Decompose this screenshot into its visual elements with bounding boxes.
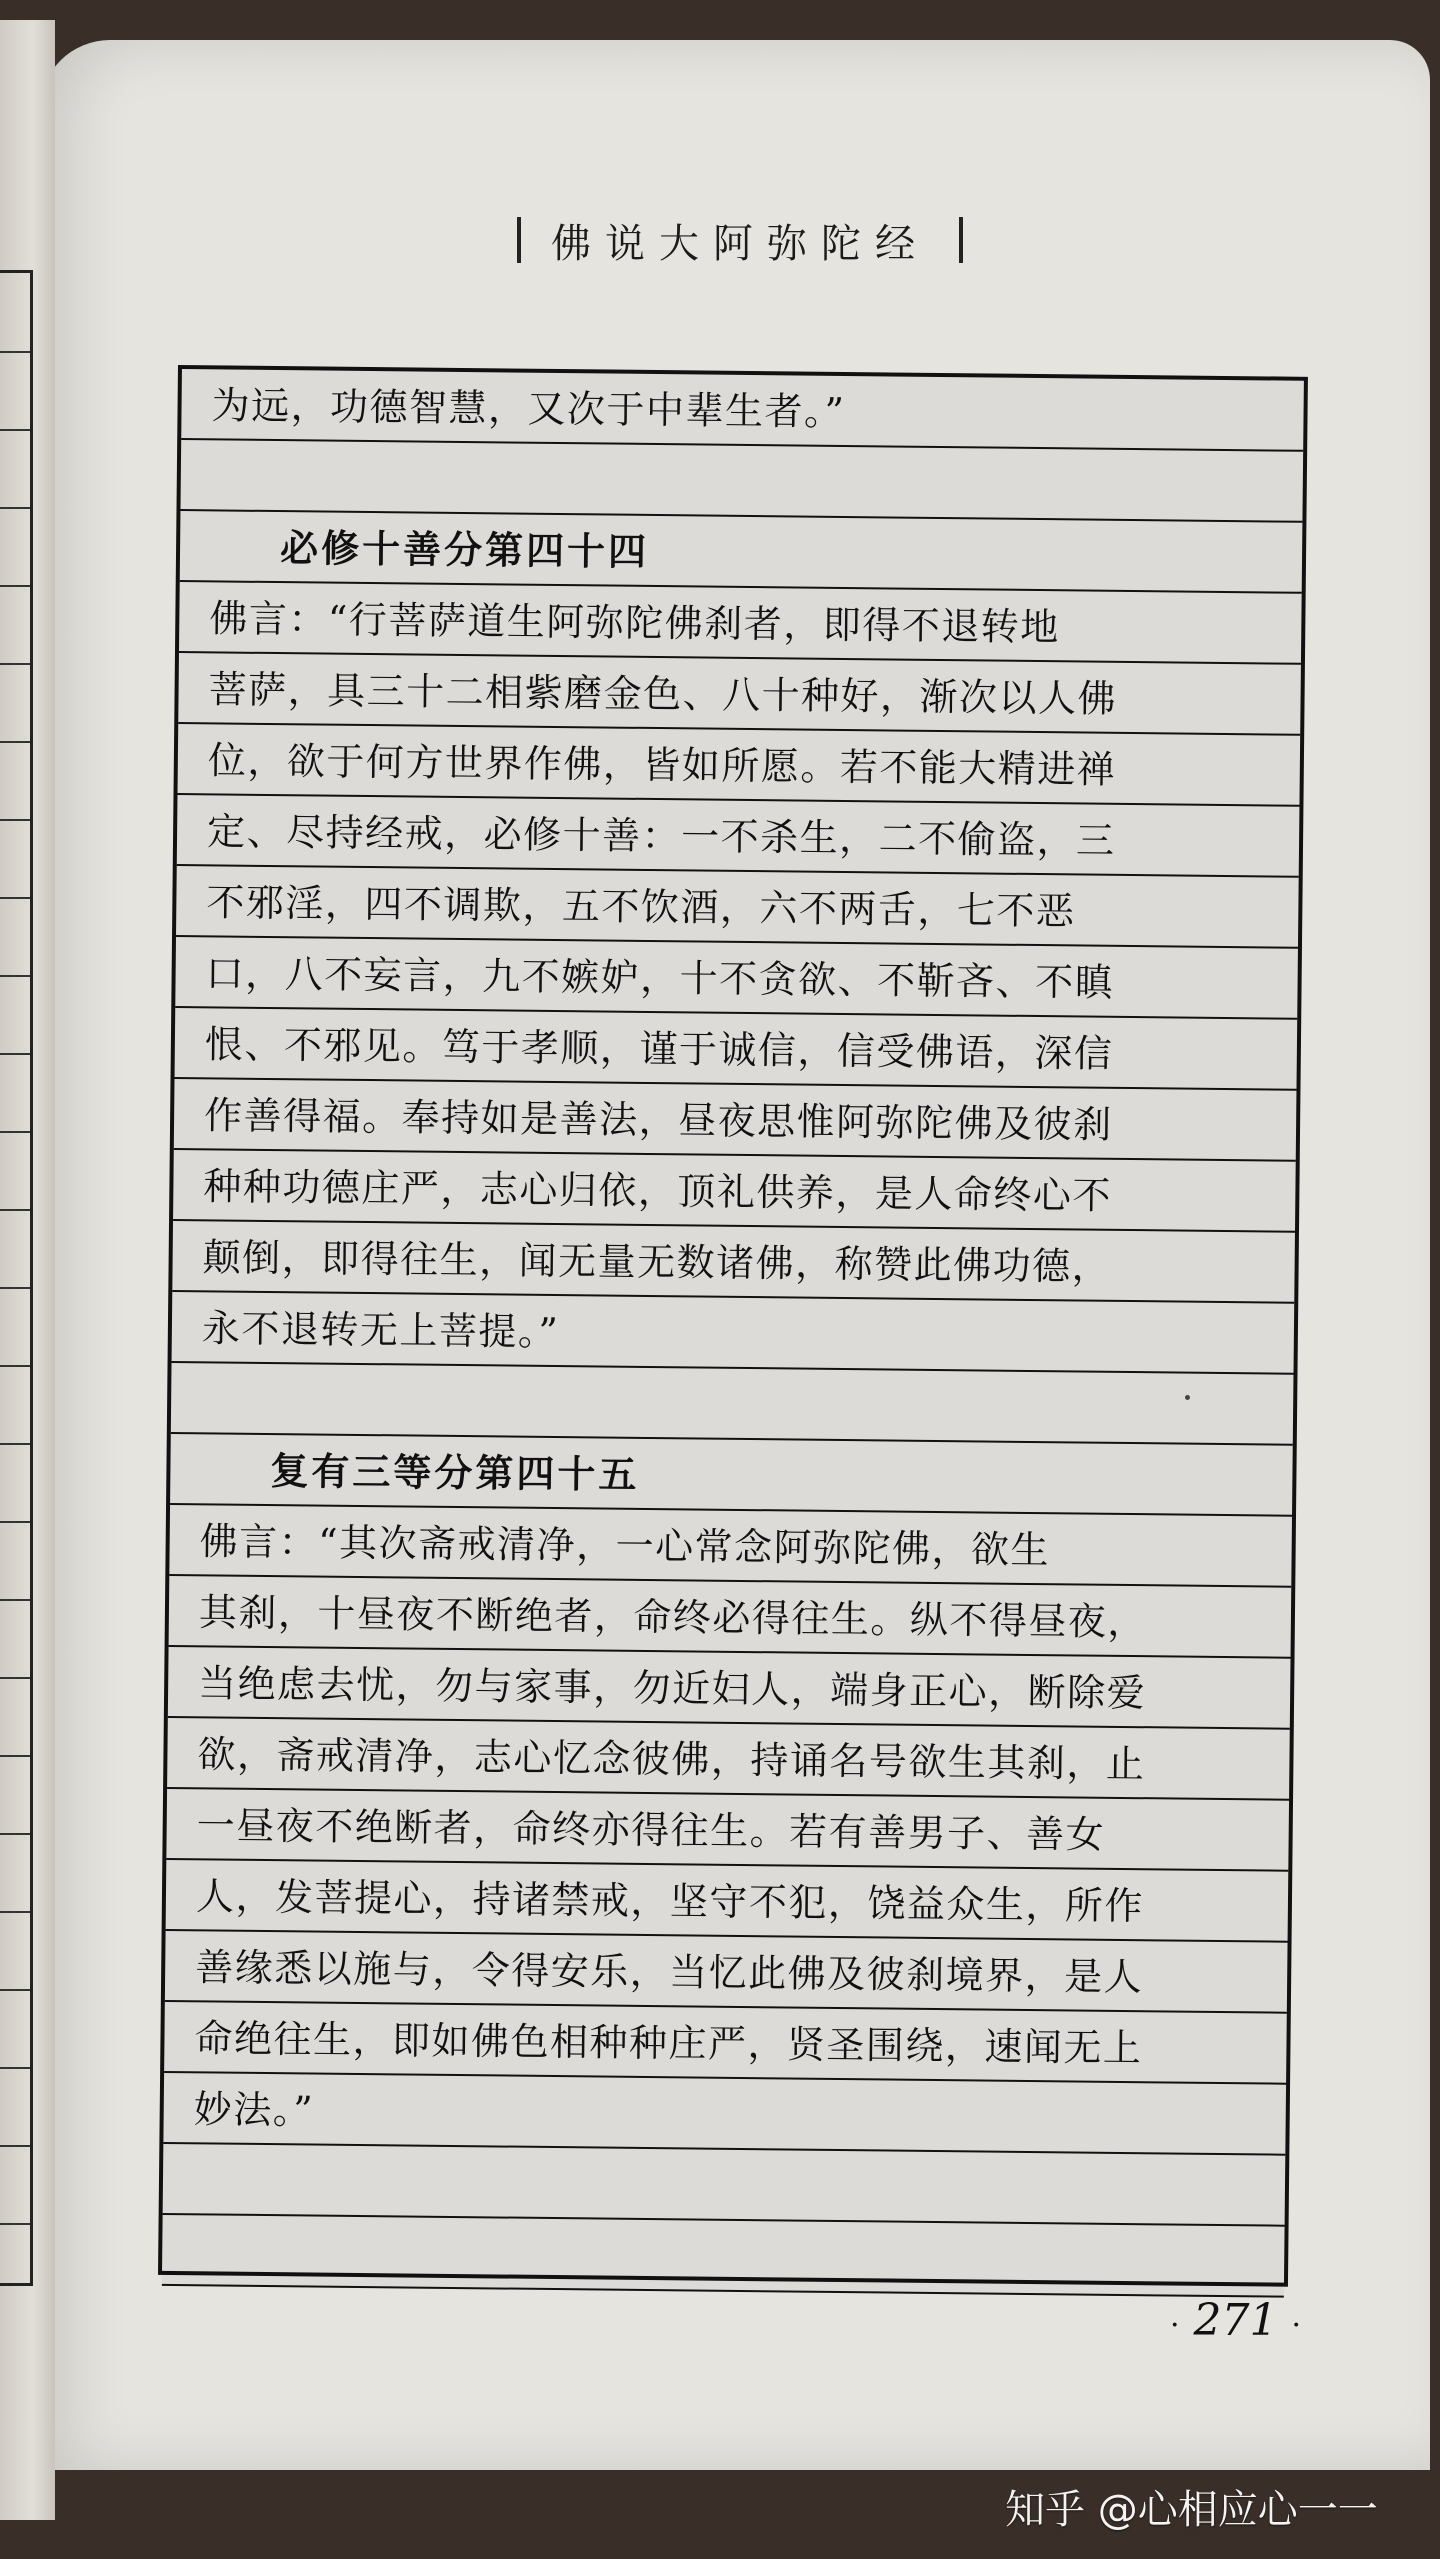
facing-page-rule [0, 2145, 30, 2147]
text-line-content: 善缘悉以施与，令得安乐，当忆此佛及彼刹境界，是人 [194, 1945, 1144, 2000]
text-line [179, 582, 1302, 665]
facing-page-rule [0, 1443, 30, 1445]
text-line [180, 440, 1303, 523]
text-line-content: 人，发菩提心，持诸禁戒，坚守不犯，饶益众生，所作 [195, 1874, 1145, 1929]
text-line [178, 653, 1301, 736]
text-line-content: 妙法。” [193, 2087, 315, 2133]
watermark: 知乎 @心相应心一一 [1005, 2487, 1378, 2533]
print-speck [1185, 1395, 1190, 1400]
facing-page-rule [0, 351, 30, 353]
facing-page-rule [0, 1521, 30, 1523]
text-line [176, 866, 1299, 949]
text-line [164, 2002, 1287, 2085]
text-line-content: 种种功德庄严，志心归依，顶礼供养，是人命终心不 [203, 1164, 1113, 1218]
section-heading: 复有三等分第四十五 [270, 1449, 640, 1497]
text-line-content: 其刹，十昼夜不断绝者，命终必得往生。纵不得昼夜， [198, 1590, 1148, 1645]
facing-page-rule [0, 1833, 30, 1835]
facing-page-rule [0, 1053, 30, 1055]
ruled-text-frame [158, 365, 1308, 2287]
text-line-content: 口，八不妄言，九不嫉妒，十不贪欲、不靳吝、不瞋 [205, 951, 1115, 1005]
running-head [450, 205, 1030, 275]
text-line-content: 恨、不邪见。笃于孝顺，谨于诚信，信受佛语，深信 [204, 1022, 1114, 1076]
text-line [173, 1150, 1296, 1233]
facing-page-rule [0, 1365, 30, 1367]
facing-page-rule [0, 1131, 30, 1133]
facing-page-rule [0, 1755, 30, 1757]
running-head-title: 佛说大阿弥陀经 [551, 220, 929, 267]
running-head-left-bar [517, 217, 521, 263]
text-line-content: 命绝往生，即如佛色相种种庄严，贤圣围绕，速闻无上 [194, 2016, 1143, 2071]
text-line [171, 1363, 1294, 1446]
text-line [172, 1292, 1295, 1375]
facing-page-rule [0, 585, 30, 587]
text-line [181, 369, 1304, 452]
facing-page-rule [0, 1209, 30, 1211]
facing-page-rule [0, 429, 30, 431]
page-number-dot-left: · [1170, 2308, 1180, 2343]
facing-page-rule [0, 507, 30, 509]
text-line-content: 不邪淫，四不调欺，五不饮酒，六不两舌，七不恶 [206, 880, 1076, 934]
facing-page-rule [0, 741, 30, 743]
text-line [169, 1505, 1292, 1588]
facing-page-rule [0, 819, 30, 821]
text-line-content: 颠倒，即得往生，闻无量无数诸佛，称赞此佛功德， [202, 1235, 1112, 1289]
running-head-right-bar [959, 217, 963, 263]
text-line [165, 1931, 1288, 2014]
text-line-content: 菩萨，具三十二相紫磨金色、八十种好，渐次以人佛 [208, 667, 1118, 721]
facing-page-rule [0, 975, 30, 977]
text-line [162, 2215, 1285, 2298]
text-line-content: 作善得福。奉持如是善法，昼夜思惟阿弥陀佛及彼刹 [203, 1093, 1113, 1147]
text-line [174, 1079, 1297, 1162]
page-number [1170, 2295, 1301, 2346]
facing-page-rule [0, 1911, 30, 1913]
text-line [169, 1576, 1292, 1659]
facing-page-rule [0, 1677, 30, 1679]
facing-page-rule [0, 2067, 30, 2069]
text-line [172, 1221, 1295, 1304]
text-line [163, 2073, 1286, 2156]
book-page [40, 40, 1430, 2470]
facing-page-rule [0, 1989, 30, 1991]
text-line-content: 欲，斋戒清净，志心忆念彼佛，持诵名号欲生其刹，止 [197, 1732, 1146, 1787]
facing-page-frame [0, 270, 33, 2286]
text-line [163, 2144, 1286, 2227]
facing-page-edge [0, 20, 55, 2520]
text-line [166, 1789, 1289, 1872]
text-line-content: 定、尽持经戒，必修十善：一不杀生，二不偷盗，三 [206, 809, 1116, 863]
section-heading-line [170, 1434, 1293, 1517]
text-line [177, 795, 1300, 878]
text-line-content: 佛言：“其次斋戒清净，一心常念阿弥陀佛，欲生 [199, 1519, 1051, 1573]
page-number-value: 271 [1193, 2295, 1278, 2346]
text-line [175, 1008, 1298, 1091]
facing-page-rule [0, 897, 30, 899]
text-line [166, 1860, 1289, 1943]
text-line [168, 1647, 1291, 1730]
text-line [177, 724, 1300, 807]
text-line-content: 位，欲于何方世界作佛，皆如所愿。若不能大精进禅 [207, 738, 1117, 792]
text-line-content: 佛言：“行菩萨道生阿弥陀佛刹者，即得不退转地 [209, 596, 1060, 650]
facing-page-rule [0, 1287, 30, 1289]
text-line [175, 937, 1298, 1020]
text-line-content: 当绝虑去忧，勿与家事，勿近妇人，端身正心，断除爱 [197, 1661, 1147, 1716]
facing-page-rule [0, 663, 30, 665]
facing-page-rule [0, 2223, 30, 2225]
section-heading: 必修十善分第四十四 [279, 526, 650, 574]
page-number-dot-right: · [1291, 2308, 1302, 2343]
text-line [167, 1718, 1290, 1801]
text-line-content: 一昼夜不绝断者，命终亦得往生。若有善男子、善女 [196, 1803, 1106, 1857]
facing-page-rule [0, 1599, 30, 1601]
text-line-content: 永不退转无上菩提。” [201, 1306, 560, 1355]
section-heading-line [180, 511, 1303, 594]
text-line-content: 为远，功德智慧，又次于中辈生者。” [211, 383, 846, 434]
